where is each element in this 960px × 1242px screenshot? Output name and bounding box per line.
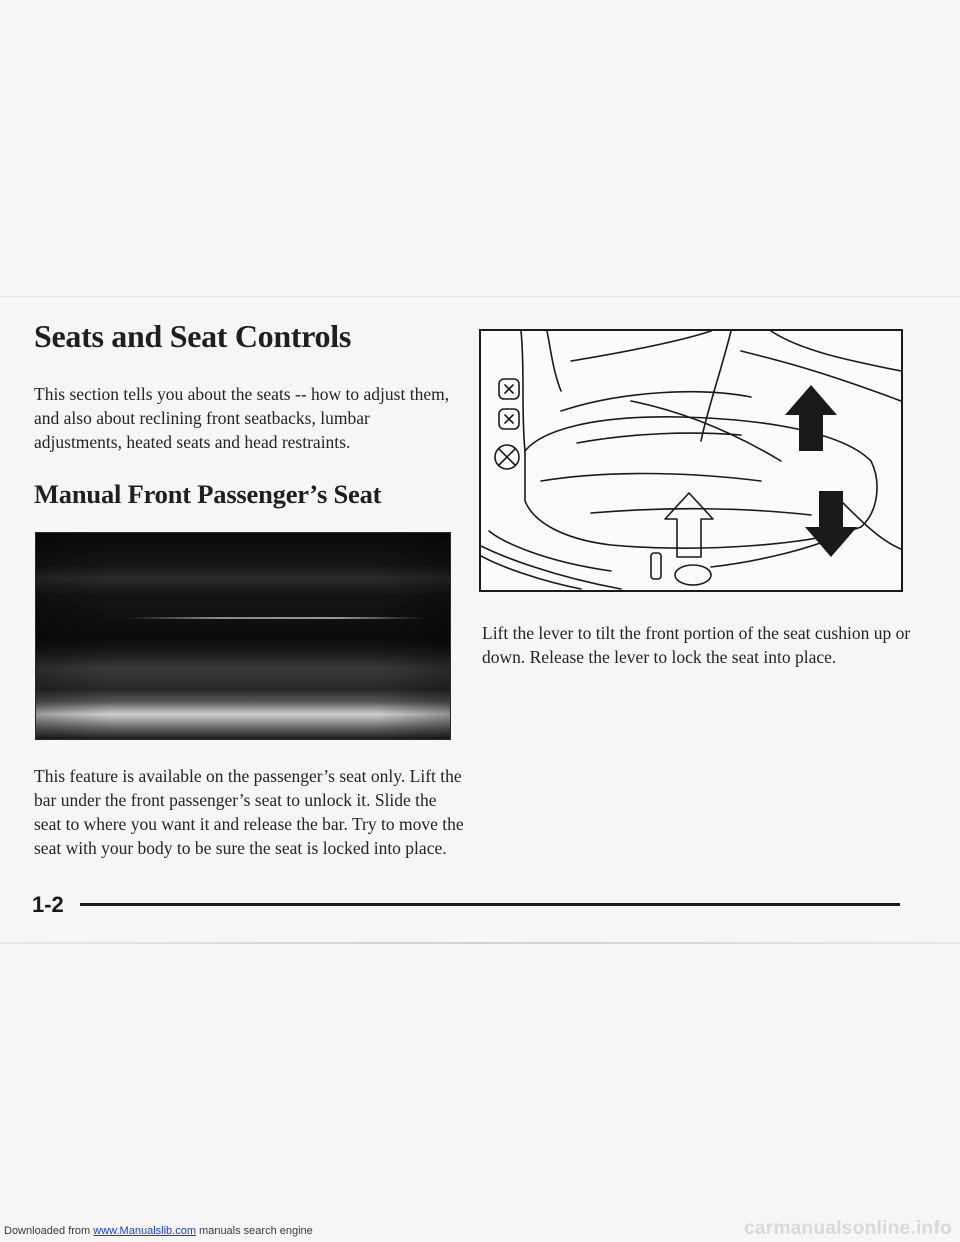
seat-bar-photo bbox=[35, 532, 451, 740]
section-title: Seats and Seat Controls bbox=[34, 318, 351, 354]
page-edge-bottom bbox=[0, 942, 960, 944]
tilt-up-arrow-icon bbox=[785, 385, 837, 451]
release-handle bbox=[651, 553, 661, 579]
manualslib-link[interactable]: www.Manualslib.com bbox=[93, 1225, 196, 1237]
footer-rule bbox=[80, 903, 900, 906]
tilt-lever-knob bbox=[675, 565, 711, 585]
seatback-inner-line bbox=[547, 331, 561, 391]
manual-seat-heading: Manual Front Passenger’s Seat bbox=[34, 479, 382, 509]
download-credit bbox=[4, 1225, 313, 1237]
floor-line bbox=[841, 501, 901, 549]
cushion-fold-line bbox=[631, 401, 781, 461]
cushion-lower-seam bbox=[541, 474, 761, 482]
cushion-mid-seam bbox=[577, 433, 741, 443]
recliner-dial-marks bbox=[499, 449, 515, 465]
section-intro: This section tells you about the seats -- how to adjust them, and also about reclining front seatbacks, lumbar adjustments, heated seats and head restraints. bbox=[34, 384, 450, 452]
page-edge-top bbox=[0, 296, 960, 297]
seatback-seam bbox=[571, 331, 711, 361]
cushion-top-seam bbox=[561, 392, 751, 411]
download-credit-prefix: Downloaded from bbox=[4, 1225, 94, 1237]
tilt-down-arrow-icon bbox=[805, 491, 857, 557]
seatback-right-edge bbox=[701, 331, 731, 441]
tilt-lever-description: Lift the lever to tilt the front portion of the seat cushion up or down. Release the lever to lock the seat into place. bbox=[482, 623, 911, 667]
knob-cross-marks bbox=[505, 385, 513, 423]
site-watermark: carmanualsonline.info bbox=[744, 1218, 952, 1239]
adjacent-seat-seam bbox=[741, 351, 901, 401]
manual-seat-description: This feature is available on the passenger’s seat only. Lift the bar under the front passenger’s seat to unlock it. Slide the seat to where you want it and release the bar. Try to move the seat with your body to be sure the seat is locked into place. bbox=[34, 766, 464, 858]
seat-line-drawing bbox=[481, 331, 901, 590]
side-trim-groove bbox=[481, 556, 581, 589]
photo-vignette bbox=[36, 533, 451, 740]
download-credit-suffix: manuals search engine bbox=[195, 1225, 313, 1237]
seat-lever-illustration bbox=[479, 329, 903, 592]
cushion-front-seam bbox=[591, 509, 811, 515]
side-trim-upper bbox=[489, 531, 611, 571]
seatback-left-edge bbox=[521, 331, 525, 451]
adjacent-seat-edge bbox=[771, 331, 901, 371]
page-number: 1-2 bbox=[32, 892, 64, 917]
